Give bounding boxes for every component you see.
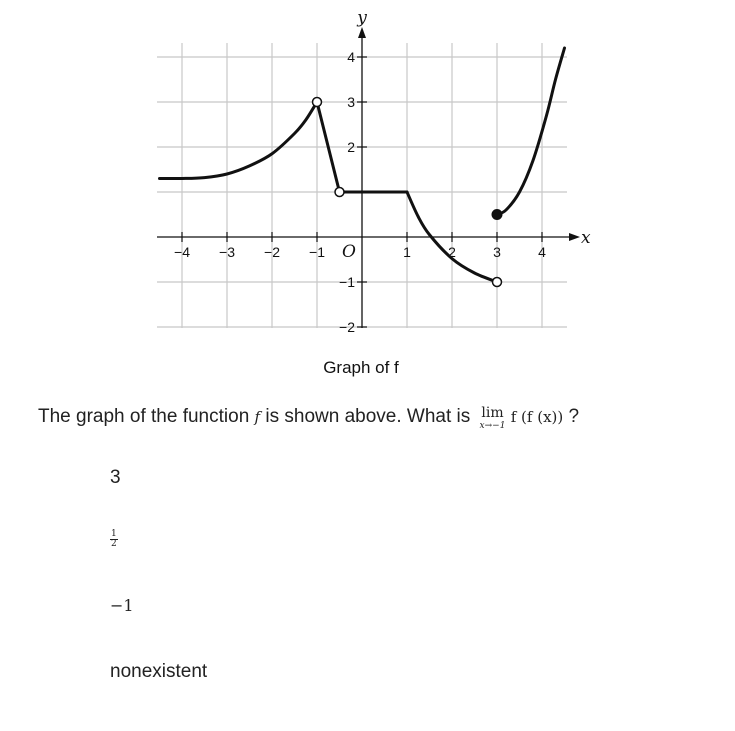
x-axis-arrow-icon (569, 233, 580, 241)
choice-nonexistent[interactable]: nonexistent (110, 661, 208, 682)
fraction-denominator: 2 (111, 539, 117, 549)
question-text (38, 406, 579, 431)
y-tick-label: 4 (347, 49, 355, 65)
y-axis-label: y (357, 8, 367, 28)
limit-expression: f (f (x)) (510, 408, 564, 426)
x-tick-label: −1 (309, 244, 325, 260)
graph-curve (497, 48, 565, 215)
question-part-2: is shown above. What is (260, 406, 476, 427)
graph-curve (160, 102, 318, 179)
fraction-one-half (110, 530, 118, 549)
open-point (335, 188, 344, 197)
x-tick-label: 1 (403, 244, 411, 260)
x-tick-label: −3 (219, 244, 235, 260)
open-point (493, 278, 502, 287)
y-tick-label: −1 (339, 274, 355, 290)
fraction-numerator: 1 (111, 529, 117, 539)
y-tick-label: 2 (347, 139, 355, 155)
question-part-3: ? (563, 406, 580, 427)
y-tick-label: 3 (347, 94, 355, 110)
choice-3[interactable]: 3 (110, 467, 121, 488)
x-axis-label: x (581, 228, 591, 248)
question-part-1: The graph of the function (38, 406, 255, 427)
graph-caption: Graph of f (323, 358, 399, 377)
choice-one-half[interactable] (110, 530, 118, 552)
limit-subscript: x→−1 (479, 421, 506, 431)
limit-operator (480, 406, 506, 431)
y-axis-arrow-icon (358, 27, 366, 38)
closed-point (492, 210, 502, 220)
origin-label: O (342, 242, 356, 262)
x-tick-label: 3 (493, 244, 501, 260)
x-tick-label: −2 (264, 244, 280, 260)
choice-negative-1[interactable]: −1 (110, 596, 134, 615)
open-point (313, 98, 322, 107)
x-tick-label: −4 (174, 244, 190, 260)
function-variable: f (254, 408, 261, 426)
axes (157, 27, 580, 328)
limit-word: lim (481, 405, 504, 421)
x-tick-label: 2 (448, 244, 456, 260)
x-tick-label: 4 (538, 244, 546, 260)
y-tick-label: −2 (339, 319, 355, 335)
